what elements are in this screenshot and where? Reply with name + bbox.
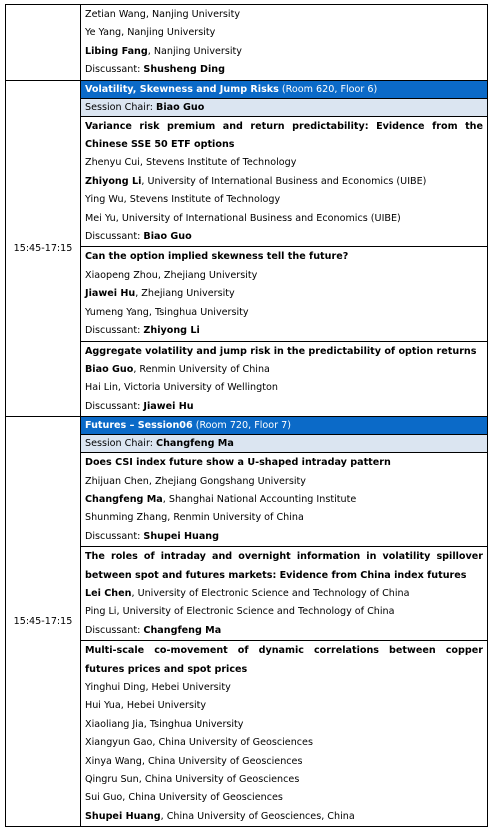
author-line: Xinya Wang, China University of Geosciences bbox=[85, 755, 303, 767]
paper-title: Aggregate volatility and jump risk in the predictability of option returns bbox=[85, 345, 477, 357]
paper-cell bbox=[81, 641, 488, 827]
author-line: Zetian Wang, Nanjing University bbox=[85, 9, 241, 20]
paper-cell bbox=[81, 5, 488, 81]
author-line: Yumeng Yang, Tsinghua University bbox=[85, 306, 249, 318]
discussant-line: Discussant: Changfeng Ma bbox=[85, 624, 222, 636]
author-line: Hui Yua, Hebei University bbox=[85, 700, 207, 712]
session-header: Futures – Session06 (Room 720, Floor 7) bbox=[81, 417, 488, 435]
discussant-line: Discussant: Biao Guo bbox=[85, 231, 192, 243]
session-time: 15:45-17:15 bbox=[6, 417, 81, 827]
author-line: Yinghui Ding, Hebei University bbox=[85, 682, 231, 693]
discussant-line: Discussant: Jiawei Hu bbox=[85, 400, 194, 412]
paper-title: Variance risk premium and return predictability: Evidence from the Chinese SSE 50 ETF options bbox=[85, 120, 483, 151]
author-line: Xiangyun Gao, China University of Geosciences bbox=[85, 737, 313, 749]
author-line: Jiawei Hu, Zhejiang University bbox=[85, 288, 235, 300]
paper-cell bbox=[81, 341, 488, 417]
author-line: Libing Fang, Nanjing University bbox=[85, 45, 242, 57]
author-line: Hai Lin, Victoria University of Wellington bbox=[85, 382, 278, 394]
program-table bbox=[5, 4, 488, 827]
author-line: Lei Chen, University of Electronic Science and Technology of China bbox=[85, 587, 410, 599]
author-line: Changfeng Ma, Shanghai National Accounting Institute bbox=[85, 493, 357, 505]
session-chair: Session Chair: Changfeng Ma bbox=[81, 435, 488, 453]
paper-cell bbox=[81, 247, 488, 341]
author-line: Zhijuan Chen, Zhejiang Gongshang University bbox=[85, 475, 306, 487]
paper-cell bbox=[81, 453, 488, 547]
time-cell-empty bbox=[6, 5, 81, 81]
paper-cell bbox=[81, 547, 488, 641]
discussant-line: Discussant: Shusheng Ding bbox=[85, 64, 226, 76]
author-line: Ping Li, University of Electronic Science and Technology of China bbox=[85, 606, 395, 618]
discussant-line: Discussant: Zhiyong Li bbox=[85, 325, 200, 337]
author-line: Xiaopeng Zhou, Zhejiang University bbox=[85, 269, 258, 281]
paper-cell bbox=[81, 116, 488, 247]
author-line: Qingru Sun, China University of Geosciences bbox=[85, 774, 300, 786]
session-chair: Session Chair: Biao Guo bbox=[81, 98, 488, 116]
author-line: Shunming Zhang, Renmin University of China bbox=[85, 512, 304, 524]
author-line: Sui Guo, China University of Geosciences bbox=[85, 792, 283, 804]
paper-title: Can the option implied skewness tell the future? bbox=[85, 251, 349, 263]
author-line: Xiaoliang Jia, Tsinghua University bbox=[85, 718, 244, 730]
paper-title: Multi-scale co-movement of dynamic correlations between copper futures prices and spot prices bbox=[85, 645, 483, 675]
author-line: Zhiyong Li, University of International Business and Economics (UIBE) bbox=[85, 175, 427, 187]
author-line: Biao Guo, Renmin University of China bbox=[85, 363, 270, 375]
session-time: 15:45-17:15 bbox=[6, 80, 81, 417]
author-line: Shupei Huang, China University of Geosciences, China bbox=[85, 810, 355, 822]
author-line: Ye Yang, Nanjing University bbox=[85, 27, 216, 39]
author-line: Ying Wu, Stevens Institute of Technology bbox=[85, 194, 281, 206]
session-header: Volatility, Skewness and Jump Risks (Room 620, Floor 6) bbox=[81, 80, 488, 98]
author-line: Zhenyu Cui, Stevens Institute of Technology bbox=[85, 157, 297, 169]
paper-title: The roles of intraday and overnight information in volatility spillover between spot and futures markets: Evidence from China index futures bbox=[85, 551, 483, 581]
author-line: Mei Yu, University of International Business and Economics (UIBE) bbox=[85, 212, 401, 224]
discussant-line: Discussant: Shupei Huang bbox=[85, 530, 220, 542]
paper-title: Does CSI index future show a U-shaped intraday pattern bbox=[85, 457, 391, 469]
